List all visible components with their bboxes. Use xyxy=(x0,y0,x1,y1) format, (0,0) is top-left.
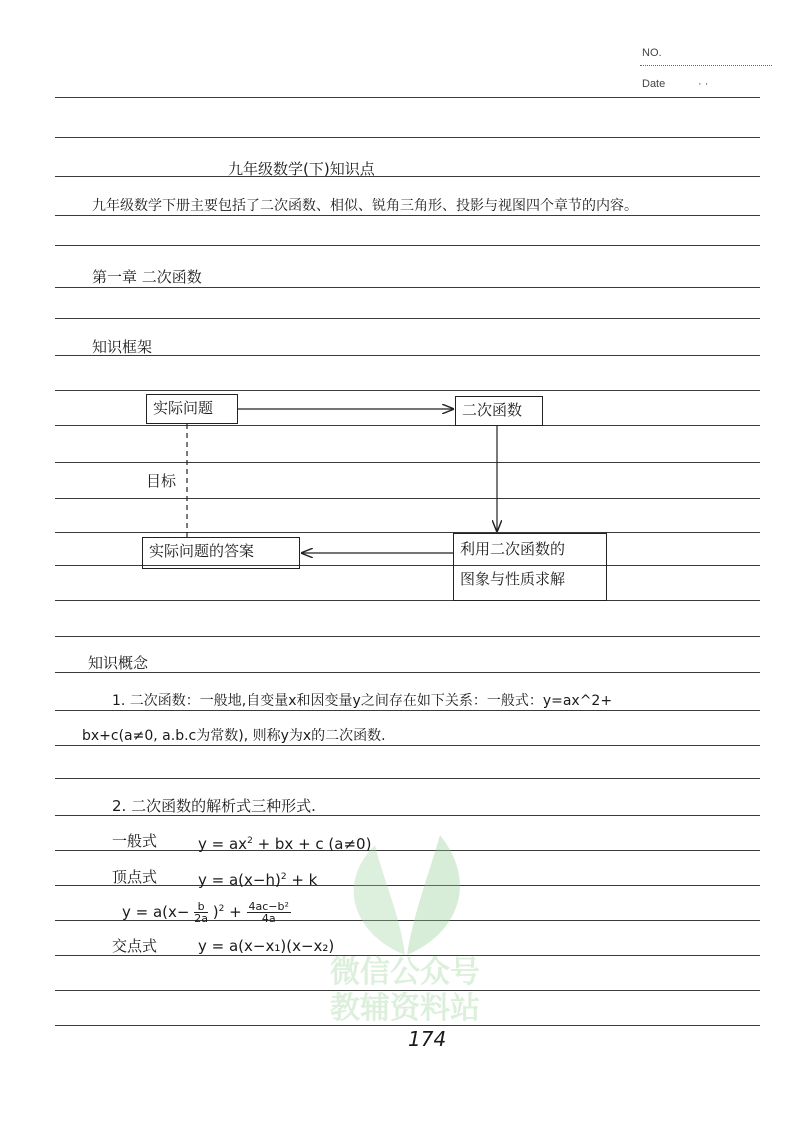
watermark-line-2: 教辅资料站 xyxy=(330,991,480,1026)
box-solve-line-2: 图象与性质求解 xyxy=(460,570,566,588)
watermark-text xyxy=(300,955,510,1027)
vertex-form-formula: $y = a(x-h)^2 + k$ xyxy=(198,871,318,889)
vertex-form-alt: y = a(x− $\frac{b}{2a}$ )$^2$ + $\frac{\text{4ac−b²}}{4a}$ xyxy=(122,900,289,925)
no-label: NO. xyxy=(642,47,662,59)
general-form-formula: $y = ax^2$ + bx + c (a≠0) xyxy=(198,835,372,853)
page-title: 九年级数学(下)知识点 xyxy=(228,160,375,178)
vertex2-pre: y = a(x− xyxy=(122,903,190,921)
date-label: Date xyxy=(642,78,666,90)
fraction-4ac-b2-over-4a: $\frac{\text{4ac−b²}}{4a}$ xyxy=(248,900,289,925)
vertex2-mid: ) xyxy=(212,903,219,921)
concept-heading: 知识概念 xyxy=(88,654,149,672)
framework-heading: 知识框架 xyxy=(92,338,153,356)
intercept-form-formula: y = a(x−x₁)(x−x₂) xyxy=(198,937,335,955)
date-separator: · · xyxy=(698,78,709,90)
box-solve-line-1: 利用二次函数的 xyxy=(460,540,566,558)
box-real-answer: 实际问题的答案 xyxy=(142,537,300,569)
box-quadratic-function: 二次函数 xyxy=(455,396,543,426)
item1-line-1: 1. 二次函数：一般地,自变量x和因变量y之间存在如下关系：一般式：y=ax^2+ xyxy=(112,693,613,709)
item2-heading: 2. 二次函数的解析式三种形式. xyxy=(112,797,316,815)
label-goal: 目标 xyxy=(146,472,177,490)
vertex-form-label: 顶点式 xyxy=(112,868,158,886)
vertex-formula-pre: y = a(x−h) xyxy=(198,871,281,889)
page-number: 174 xyxy=(408,1027,447,1051)
fraction-b-over-2a: $\frac{b}{2a}$ xyxy=(194,900,209,925)
vertex2-plus: + xyxy=(229,903,247,921)
general-form-label: 一般式 xyxy=(112,832,158,850)
item1-line-2: bx+c(a≠0, a.b.c为常数), 则称y为x的二次函数. xyxy=(82,728,386,744)
box-real-problem: 实际问题 xyxy=(146,394,238,424)
watermark-line-1: 微信公众号 xyxy=(330,955,480,990)
general-formula-post: + bx + c (a≠0) xyxy=(252,835,372,853)
chapter-heading: 第一章 二次函数 xyxy=(92,268,202,286)
vertex-formula-post: + k xyxy=(286,871,318,889)
general-formula-pre: y = ax xyxy=(198,835,248,853)
intro-text: 九年级数学下册主要包括了二次函数、相似、锐角三角形、投影与视图四个章节的内容。 xyxy=(92,198,638,214)
intercept-form-label: 交点式 xyxy=(112,937,158,955)
